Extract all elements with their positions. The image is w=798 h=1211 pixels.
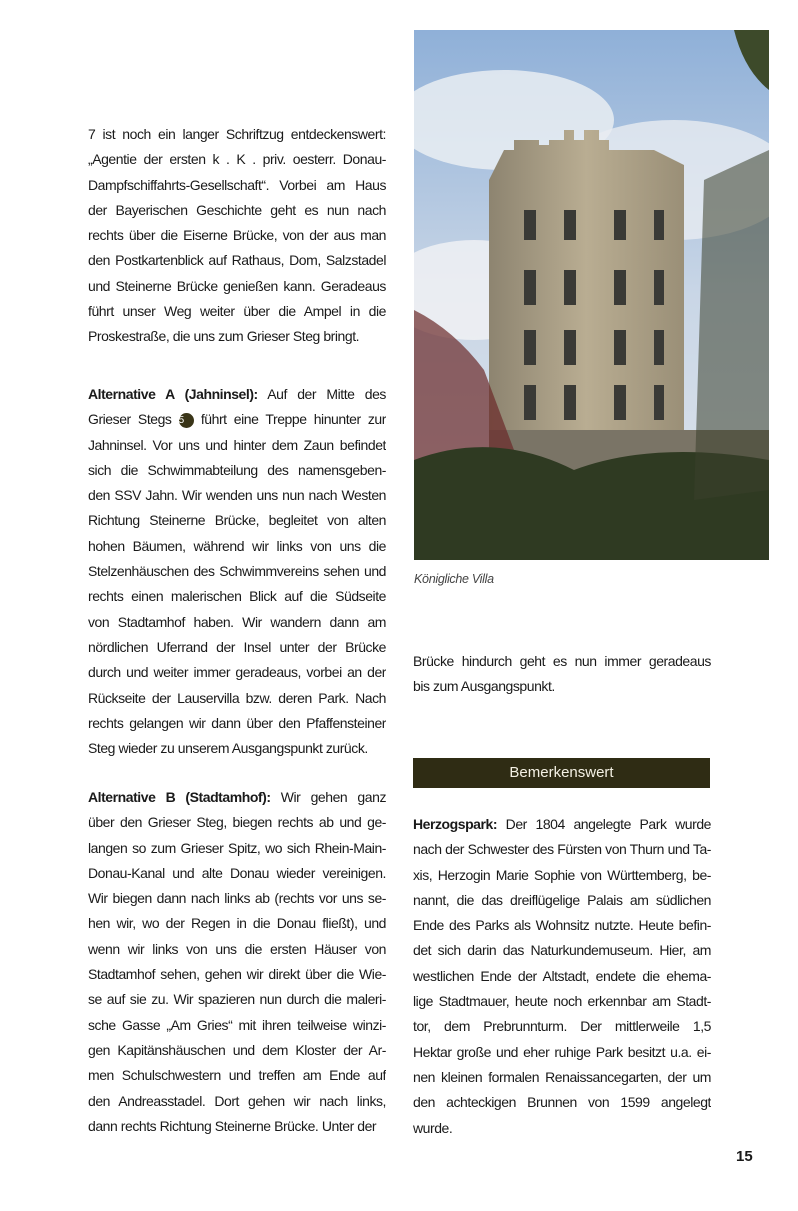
paragraph-line: Dampfschiffahrts-Gesellschaft“. Vorbei am Haus	[88, 176, 386, 193]
paragraph-line: Donau-Kanal und alte Donau wieder vereinigen.	[88, 864, 386, 881]
paragraph-line: nördlichen Uferrand der Insel unter der Brücke	[88, 638, 386, 655]
paragraph-line: den Postkartenblick auf Rathaus, Dom, Salzstadel	[88, 252, 386, 269]
route-point-marker: 5	[179, 413, 194, 428]
paragraph-line: sich die Schwimmabteilung des namensgeben-	[88, 461, 386, 478]
paragraph-line: nannt, die das dreiflügelige Palais am südlichen	[413, 891, 711, 908]
paragraph-line: 7 ist noch ein langer Schriftzug entdeckenswert:	[88, 126, 386, 142]
intro-paragraph	[88, 122, 386, 350]
line-text: Grieser Stegs	[88, 411, 172, 428]
alternative-a-paragraph	[88, 382, 386, 761]
paragraph-line: den Andreasstadel. Dort gehen wir nach links,	[88, 1092, 386, 1109]
paragraph-line: bis zum Ausgangspunkt.	[413, 678, 555, 695]
paragraph-line: Rückseite der Lauservilla bzw. deren Park. Nach	[88, 689, 386, 706]
paragraph-line: rechts einen malerischen Blick auf die Südseite	[88, 588, 386, 605]
paragraph-line	[88, 785, 386, 810]
paragraph-line	[88, 382, 386, 407]
paragraph-line: führt unser Weg weiter über die Ampel in die	[88, 303, 386, 320]
photo-caption: Königliche Villa	[414, 572, 494, 586]
line-text: Der 1804 angelegte Park wurde	[497, 816, 711, 832]
paragraph-line: Richtung Steinerne Brücke, begleitet von alten	[88, 512, 386, 529]
photo-koenigliche-villa	[414, 30, 769, 560]
paragraph-line: Brücke hindurch geht es nun immer geradeaus	[413, 653, 711, 669]
paragraph-line: rechts gelangen wir dann über den Pfaffensteiner	[88, 714, 386, 731]
alternative-b-paragraph	[88, 785, 386, 1139]
paragraph-line: Hektar große und eher ruhige Park besitzt u.a. ei-	[413, 1043, 711, 1060]
herzogspark-heading: Herzogspark:	[413, 816, 498, 832]
paragraph-line	[413, 812, 711, 837]
herzogspark-paragraph	[413, 812, 711, 1141]
paragraph-line: sche Gasse „Am Gries“ mit ihren teilweise winzi-	[88, 1016, 386, 1033]
paragraph-line	[88, 407, 386, 432]
paragraph-line: den achteckigen Brunnen von 1599 angelegt	[413, 1094, 711, 1111]
paragraph-line: lige Stadtmauer, heute noch erkennbar am Stadt-	[413, 993, 711, 1010]
paragraph-line: nach der Schwester des Fürsten von Thurn und Ta-	[413, 841, 711, 858]
paragraph-line: von Stadtamhof haben. Wir wandern dann am	[88, 613, 386, 630]
page-number: 15	[736, 1148, 753, 1165]
paragraph-line: Wir biegen dann nach links ab (rechts vor uns se-	[88, 890, 386, 907]
continuation-paragraph	[413, 649, 711, 700]
paragraph-line: gen Kapitänshäuschen und dem Kloster der Ar-	[88, 1041, 386, 1058]
paragraph-line: xis, Herzogin Marie Sophie von Württemberg, be-	[413, 866, 711, 883]
paragraph-line: hen wir, wo der Regen in die Donau fließt), und	[88, 915, 386, 932]
paragraph-line: über den Grieser Steg, biegen rechts ab und ge-	[88, 814, 386, 831]
paragraph-line: westlichen Ende der Altstadt, endete die ehema-	[413, 967, 711, 984]
paragraph-line: langen so zum Grieser Spitz, wo sich Rhein-Main-	[88, 839, 386, 856]
paragraph-line: und Steinerne Brücke genießen kann. Geradeaus	[88, 277, 386, 294]
paragraph-line: tor, dem Prebrunnturm. Der mittlerweile 1,5	[413, 1018, 711, 1035]
paragraph-line: det sich darin das Naturkundemuseum. Hier, am	[413, 942, 711, 959]
paragraph-line: Jahninsel. Vor uns und hinter dem Zaun befindet	[88, 436, 386, 453]
paragraph-line: dann rechts Richtung Steinerne Brücke. Unter der	[88, 1117, 377, 1134]
paragraph-line: Stelzenhäuschen des Schwimmvereins sehen und	[88, 563, 386, 580]
paragraph-line: „Agentie der ersten k . K . priv. oesterr. Donau-	[88, 151, 386, 168]
castle-photo-illustration	[414, 30, 769, 560]
paragraph-line: rechts über die Eiserne Brücke, von der aus man	[88, 227, 386, 244]
paragraph-line: Proskestraße, die uns zum Grieser Steg bringt.	[88, 328, 360, 345]
line-text: Wir gehen ganz	[270, 789, 386, 805]
paragraph-line: Steg wieder zu unserem Ausgangspunkt zurück.	[88, 740, 368, 757]
paragraph-line: nen kleinen formalen Renaissancegarten, der um	[413, 1068, 711, 1085]
alternative-a-heading: Alternative A (Jahninsel):	[88, 386, 258, 402]
paragraph-line: durch und weiter immer geradeaus, vorbei an der	[88, 664, 386, 681]
paragraph-line: Ende des Parks als Wohnsitz nutzte. Heute befin-	[413, 917, 711, 934]
paragraph-line: hohen Bäumen, während wir links von uns die	[88, 537, 386, 554]
paragraph-line: wurde.	[413, 1119, 453, 1136]
paragraph-line: wenn wir links von uns die ersten Häuser von	[88, 940, 386, 957]
paragraph-line: Stadtamhof sehen, gehen wir direkt über die Wie-	[88, 966, 386, 983]
paragraph-line: der Bayerischen Geschichte geht es nun nach	[88, 201, 386, 218]
alternative-b-heading: Alternative B (Stadtamhof):	[88, 789, 271, 805]
section-banner-bemerkenswert: Bemerkenswert	[413, 758, 710, 788]
paragraph-line: men Schulschwestern und treffen am Ende auf	[88, 1067, 386, 1084]
line-text: führt eine Treppe hinunter zur	[200, 411, 386, 428]
paragraph-line: se auf sie zu. Wir spazieren nun durch die maleri-	[88, 991, 386, 1008]
paragraph-line: den SSV Jahn. Wir wenden uns nun nach Westen	[88, 487, 386, 504]
line-text: Auf der Mitte des	[257, 386, 386, 402]
